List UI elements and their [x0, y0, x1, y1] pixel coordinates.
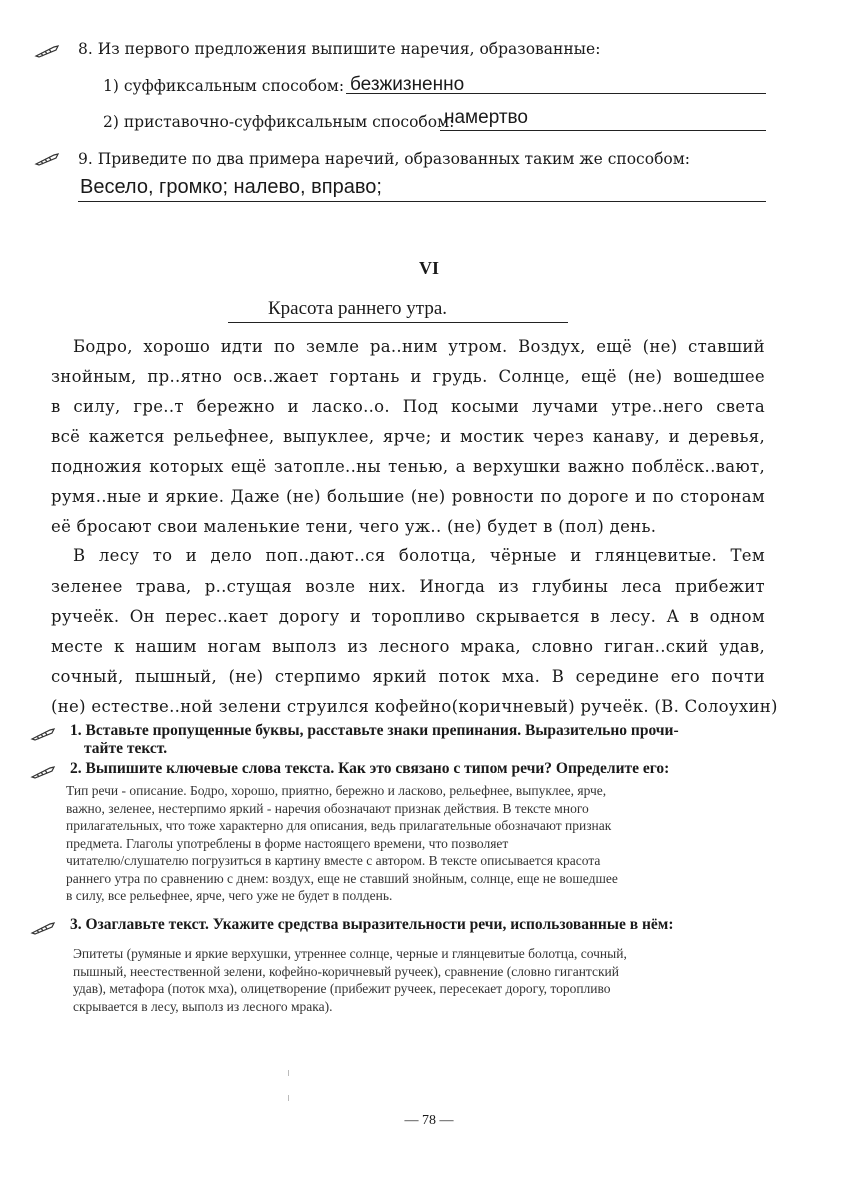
text-line: сочный, пышный, (не) стерпимо яркий поток мха. В середине его почти [51, 667, 765, 686]
page-number: — 78 — [404, 1113, 454, 1128]
question-3-answer[interactable] [73, 945, 793, 1015]
answer-line: предмета. Глаголы употреблены в форме настоящего времени, что позволяет [66, 835, 509, 851]
answer-line: пышный, неестественной зелени, кофейно-коричневый ручеек), сравнение (словно гигантский [73, 963, 619, 979]
task-8-item-1-answer[interactable]: безжизненно [350, 74, 465, 95]
text-line: ручеёк. Он перес..кает дорогу и торопливо скрывается в лесу. А в одном [51, 607, 765, 626]
pencil-icon [34, 44, 60, 58]
answer-line: в силу, все рельефнее, ярче, чего уже не будет в полдень. [66, 888, 393, 903]
question-2-text: 2. Выпишите ключевые слова текста. Как это связано с типом речи? Определите его: [70, 760, 670, 777]
task-8-item-2-answer[interactable]: намертво [444, 107, 528, 128]
text-line: В лесу то и дело поп..дают..ся болотца, чёрные и глянцевитые. Тем [73, 546, 765, 565]
question-3-text: 3. Озаглавьте текст. Укажите средства выразительности речи, использованные в нём: [70, 916, 674, 933]
scan-artifact [288, 1070, 289, 1076]
answer-line: прилагательных, что тоже характерно для описания, ведь прилагательные обозначают признак [66, 818, 612, 833]
text-line: (не) естестве..ной зелени струился кофейно(коричневый) ручеёк. (В. Солоухин) [51, 697, 778, 716]
task-9-prompt: 9. Приведите по два примера наречий, образованных таким же способом: [78, 150, 691, 168]
pencil-icon [34, 152, 60, 166]
text-line: её бросают свои маленькие тени, чего уж.. (не) будет в (пол) день. [51, 517, 657, 536]
pencil-icon [30, 765, 56, 779]
answer-line: раннего утра по сравнению с днем: воздух, еще не ставший знойным, солнце, еще не вошедшее [66, 870, 618, 886]
title-line [228, 298, 568, 323]
task-8-item-2-label: 2) приставочно-суффиксальным способом: [103, 113, 455, 131]
answer-line: читателю/слушателю погрузиться в картину вместе с автором. В тексте описывается красота [66, 853, 601, 868]
answer-line: Эпитеты (румяные и яркие верхушки, утреннее солнце, черные и глянцевитые болотца, сочный, [73, 946, 627, 961]
text-line: зеленее трава, р..стущая возле них. Иногда из глубины леса прибежит [51, 577, 765, 596]
text-title[interactable]: Красота раннего утра. [268, 298, 447, 319]
task-8-item-1-label: 1) суффиксальным способом: [103, 77, 345, 95]
task-8-item-2-line [440, 130, 766, 131]
text-line: всё кажется рельефнее, выпуклее, ярче; и мостик через канаву, и деревья, [51, 427, 765, 446]
text-line: месте к нашим ногам выполз из лесного мрака, словно гиган..ский удав, [51, 637, 765, 656]
task-8-prompt: 8. Из первого предложения выпишите наречия, образованные: [78, 40, 601, 58]
answer-line: удав), метафора (поток мха), олицетворение (прибежит ручеек, пересекает дорогу, торопливо [73, 981, 611, 996]
pencil-icon [30, 921, 56, 935]
answer-line: Тип речи - описание. Бодро, хорошо, приятно, бережно и ласково, рельефнее, выпуклее, ярче, [66, 783, 607, 798]
text-line: подножия которых ещё затопле..ны тенью, а верхушки важно поблёск..вают, [51, 457, 765, 476]
task-9-line [78, 201, 766, 202]
question-2-answer[interactable] [66, 782, 786, 905]
answer-line: скрывается в лесу, выполз из лесного мрака). [73, 998, 333, 1014]
text-line: в силу, гре..т бережно и ласко..о. Под косыми лучами утре..него света [51, 397, 765, 416]
pencil-icon [30, 727, 56, 741]
text-line: румя..ные и яркие. Даже (не) большие (не) ровности по дороге и по сторонам [51, 487, 765, 506]
text-line: Бодро, хорошо идти по земле ра..ним утром. Воздух, ещё (не) ставший [73, 337, 765, 356]
scan-artifact [288, 1095, 289, 1101]
task-9-answer[interactable]: Весело, громко; налево, вправо; [80, 176, 382, 198]
question-1-text-cont: тайте текст. [84, 740, 168, 757]
question-1-text: 1. Вставьте пропущенные буквы, расставьте знаки препинания. Выразительно прочи- [70, 722, 679, 739]
answer-line: важно, зеленее, нестерпимо яркий - наречия обозначают признак действия. В тексте много [66, 800, 589, 816]
section-number: VI [418, 258, 439, 278]
text-line: знойным, пр..ятно осв..жает гортань и грудь. Солнце, ещё (не) вошедшее [51, 367, 765, 386]
